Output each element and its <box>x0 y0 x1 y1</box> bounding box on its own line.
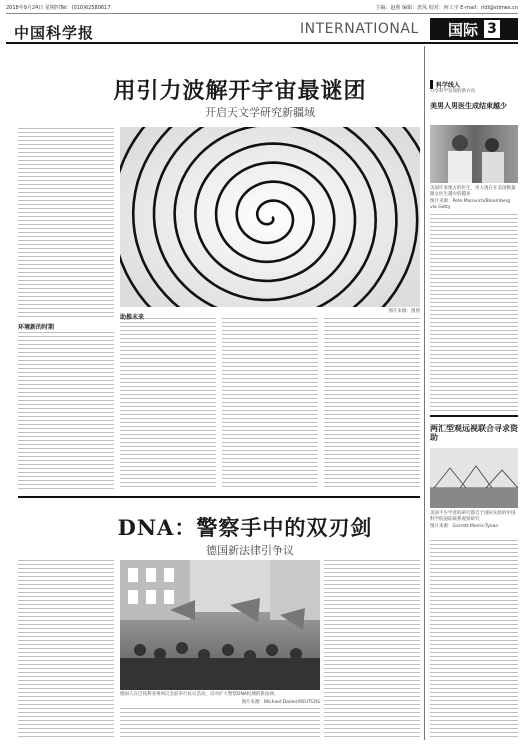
kicker-label: 科学线人 <box>430 80 518 89</box>
telescope-caption: 美国不少学者的研究都自于国际实验的中国科学院国际联系观察研究 <box>430 511 516 522</box>
telescope-array-icon <box>430 448 518 508</box>
sidebar-divider-2 <box>430 415 518 417</box>
spiral-credit: 图片来源：图图 <box>388 309 420 314</box>
telescope-photo <box>430 448 518 508</box>
section-english: INTERNATIONAL <box>300 21 419 37</box>
issue-date: 2018年9月24日 星期四 <box>6 5 60 11</box>
lead-body-col1b <box>18 332 114 490</box>
story-divider <box>18 496 420 498</box>
sidebar-mid-title: 两汇型观远视联合寻求资助 <box>430 424 518 442</box>
doctor-photo <box>430 125 518 183</box>
doctor-credit: 图片来源：Pete Marovich/Bloomberg via Getty <box>430 199 511 210</box>
second-body-col1 <box>18 560 114 738</box>
protest-photo <box>120 560 320 690</box>
gravitational-wave-spiral-icon <box>120 127 420 307</box>
sidebar-divider <box>424 46 425 740</box>
second-headline: DNA：警察手中的双刃剑 <box>117 515 373 540</box>
doctor-caption: 美国许多地方的医生，男人现在在美国数量跟女医生越少的越多 <box>430 186 516 197</box>
doctor-icon <box>430 125 518 183</box>
lead-subhead-2: 助推未来 <box>120 314 145 321</box>
page-number: 3 <box>484 20 500 38</box>
protest-scene-icon <box>120 560 320 690</box>
lead-body-col1 <box>18 128 114 318</box>
sidebar-top-title: 美男人男医生成结束越少 <box>430 102 507 110</box>
section-badge <box>430 18 518 40</box>
lead-body-col2 <box>120 318 216 490</box>
phone: Tel：(010)62580617 <box>59 5 111 11</box>
sidebar-kicker <box>430 80 518 95</box>
masthead-strip <box>6 3 518 13</box>
top-divider <box>6 13 518 14</box>
protest-credit: 图片来源：Michael Dalder/REUTERS <box>241 700 320 705</box>
protest-caption: 德国人在巴伐利亚州州议会前举行抗议活动，反对扩大警察DNA检测的新法律。 <box>120 692 279 697</box>
second-body-col2 <box>120 708 320 738</box>
lead-subhead-1: 环境新的时期 <box>18 324 55 331</box>
sidebar-mid-body <box>430 540 518 738</box>
second-subheadline: 德国新法律引争议 <box>206 544 294 557</box>
section-chinese: 国际 <box>447 20 478 39</box>
spiral-photo <box>120 127 420 307</box>
second-body-col3 <box>324 560 420 738</box>
lead-headline: 用引力波解开宇宙最谜团 <box>113 78 367 104</box>
telescope-credit: 图片来源：Garrett Morris-Tynan <box>430 524 499 529</box>
kicker-tag: 分享科学发现的新方向 <box>430 89 475 94</box>
newspaper-logo: 中国科学报 <box>14 24 95 42</box>
staff-line: 主编：赵莉 编辑：唐凤 校对：何工宇 E-mail：rldl@stimes.cn <box>375 5 518 11</box>
lead-body-col3 <box>222 318 318 490</box>
header-rule <box>6 42 518 44</box>
sidebar-top-body <box>430 214 518 412</box>
lead-body-col4 <box>324 318 420 490</box>
lead-subheadline: 开启天文学研究新疆域 <box>205 106 315 119</box>
